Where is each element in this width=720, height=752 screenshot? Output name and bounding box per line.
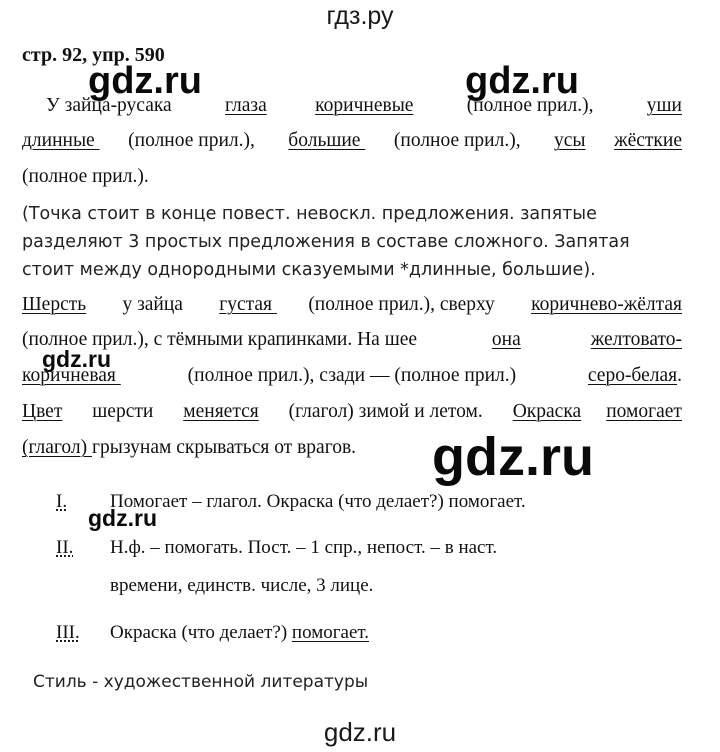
note-line: (Точка стоит в конце повест. невоскл. предложения. запятые <box>22 204 597 224</box>
text-line: (глагол) грызунам скрываться от врагов. <box>22 437 357 458</box>
text-line: длинные (полное прил.), большие (полное прил.), усы жёсткие <box>22 130 682 151</box>
list-item: Окраска (что делает?) помогает. <box>110 622 370 643</box>
watermark: gdz.ru <box>88 60 202 102</box>
text-line: У зайца-русака глаза коричневые (полное прил.), уши <box>46 95 682 116</box>
text-line: (полное прил.). <box>22 166 149 187</box>
text-line: Цвет шерсти меняется (глагол) зимой и летом. Окраска помогает <box>22 401 682 422</box>
text-line: (полное прил.), с тёмными крапинками. На шее она желтовато- <box>22 329 682 350</box>
watermark: gdz.ru <box>432 427 594 487</box>
style-conclusion: Стиль - художественной литературы <box>33 672 369 692</box>
text-line: коричневая (полное прил.), сзади — (полное прил.) серо-белая. <box>22 365 682 386</box>
list-number: III. <box>56 622 80 643</box>
page-title: стр. 92, упр. 590 <box>22 44 165 66</box>
watermark: gdz.ru <box>465 60 579 102</box>
note-line: разделяют 3 простых предложения в составе сложного. Запятая <box>22 232 630 252</box>
watermark: gdz.ru <box>42 346 111 372</box>
site-footer: gdz.ru <box>323 717 397 747</box>
list-item-continued: времени, единств. числе, 3 лице. <box>110 575 374 596</box>
site-header: гдз.ру <box>326 2 394 30</box>
list-item: Н.ф. – помогать. Пост. – 1 спр., непост. – в наст. <box>110 537 498 558</box>
list-number: II. <box>56 537 74 558</box>
list-item: Помогает – глагол. Окраска (что делает?) помогает. <box>110 491 526 512</box>
note-line: стоит между однородными сказуемыми *длинные, большие). <box>22 260 596 280</box>
list-number: I. <box>56 491 68 512</box>
watermark: gdz.ru <box>88 505 157 531</box>
text-line: Шерсть у зайца густая (полное прил.), сверху коричнево-жёлтая <box>22 294 682 315</box>
